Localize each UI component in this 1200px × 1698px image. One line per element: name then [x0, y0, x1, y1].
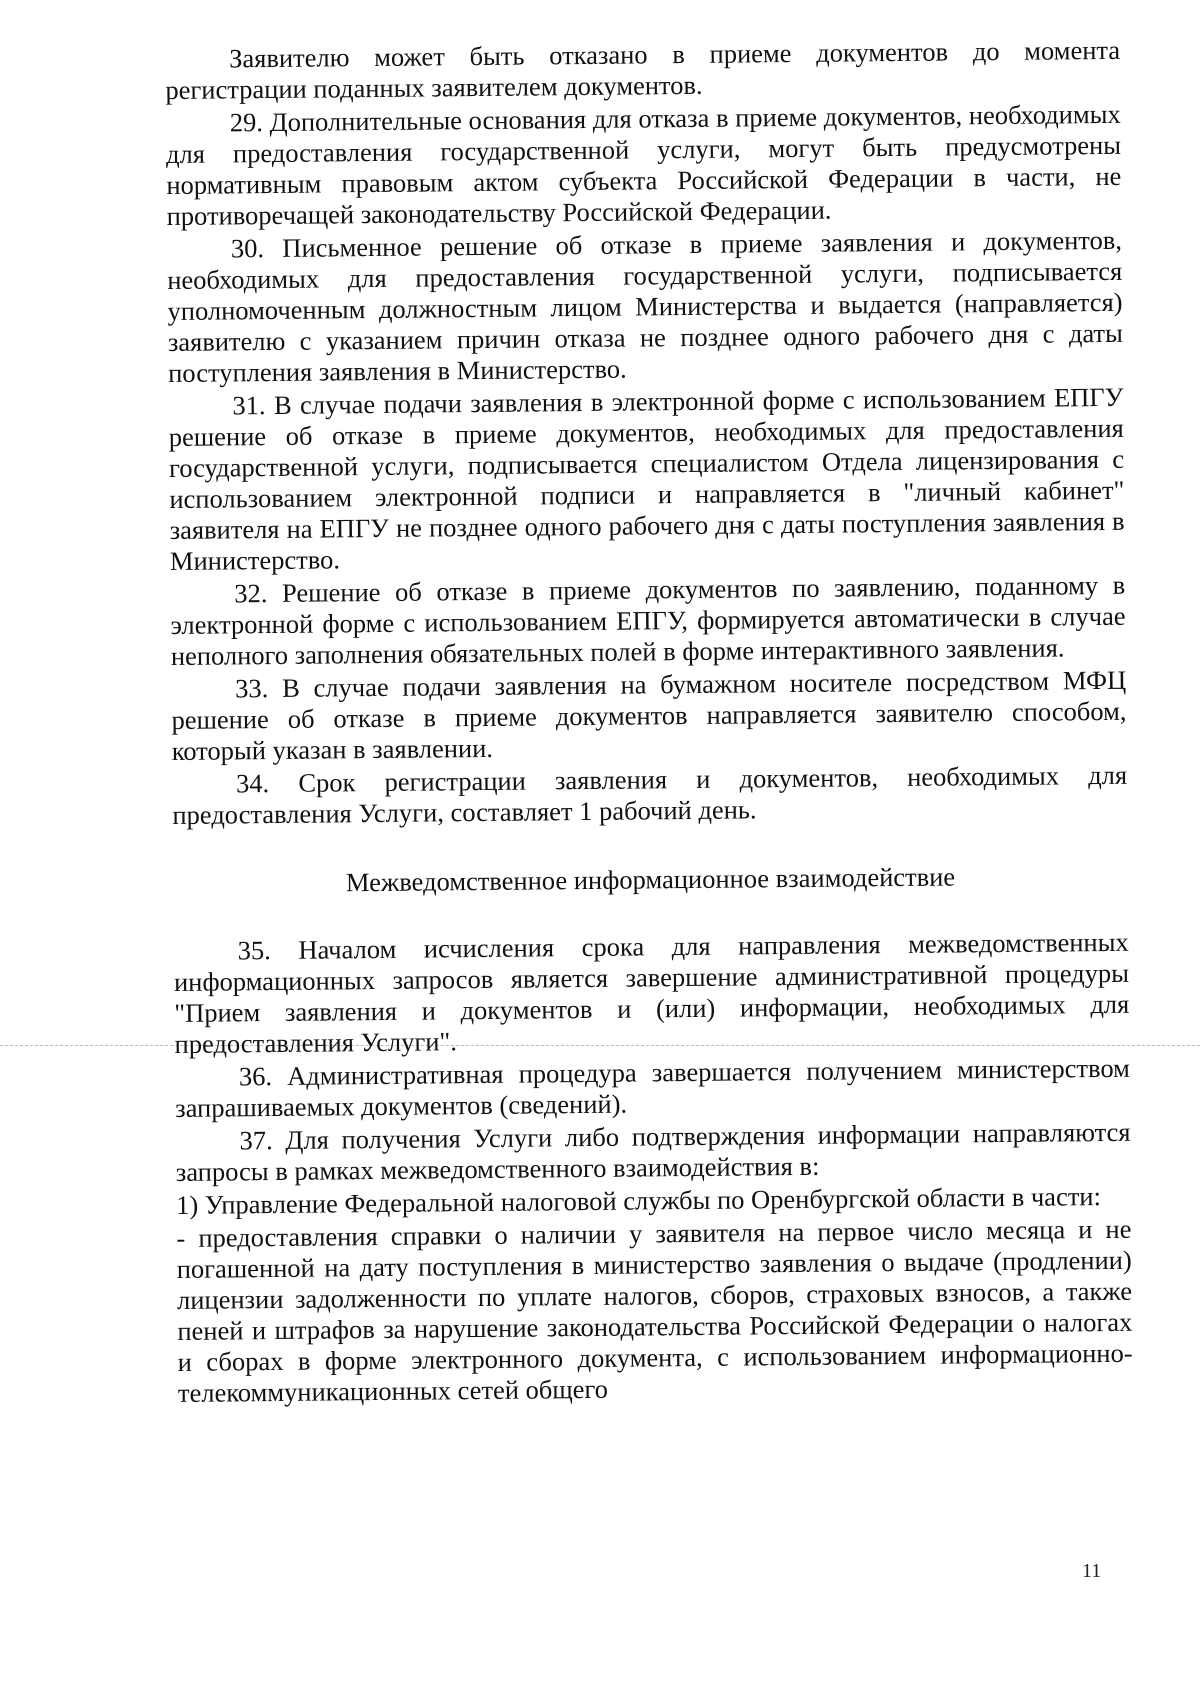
list-item-dash: - предоставления справки о наличии у заявителя на первое число месяца и не погашенной на дату поступления в министерство заявления о выдаче (продлении) лицензии задолженности по уплате налогов, сборов, страховых взносов, а также пеней и штрафов за нарушение законодательства Российской Федерации о налогах и сборах в форме электронного документа, с использованием информационно-телекоммуникационных сетей общего [176, 1213, 1133, 1408]
paragraph-30: 30. Письменное решение об отказе в приеме заявления и документов, необходимых для предоставления государственной услуги, подписывается уполномоченным должностным лицом Министерства и выдается (направляется) заявителю с указанием причин отказа не позднее одного рабочего дня с даты поступления заявления в Министерство. [167, 224, 1123, 388]
paragraph-29: 29. Дополнительные основания для отказа в приеме документов, необходимых для предоставления государственной услуги, могут быть предусмотрены нормативным правовым актом субъекта Российской Федерации в части, не противоречащей законодательству Российской Федерации. [165, 98, 1122, 231]
paragraph-35: 35. Началом исчисления срока для направления межведомственных информационных запросов является завершение административной процедуры "Прием заявления и документов и (или) информации, необходимых для предоставления Услуги". [173, 926, 1130, 1059]
list-item-1: 1) Управление Федеральной налоговой службы по Оренбургской области в части: [176, 1181, 1102, 1220]
paragraph-31: 31. В случае подачи заявления в электронной форме с использованием ЕПГУ решение об отказе в приеме документов, необходимых для предоставления государственной услуги, подписывается специалистом Отдела лицензирования с использованием электронной подписи и направляется в "личный кабинет" заявителя на ЕПГУ не позднее одного рабочего дня с даты поступления заявления в Министерство. [168, 381, 1125, 576]
paragraph-33: 33. В случае подачи заявления на бумажном носителе посредством МФЦ решение об отказе в приеме документов направляется заявителю способом, который указан в заявлении. [171, 664, 1127, 766]
paragraph-intro: Заявителю может быть отказано в приеме документов до момента регистрации поданных заявителем документов. [165, 34, 1121, 105]
paragraph-37: 37. Для получения Услуги либо подтверждения информации направляются запросы в рамках межведомственного взаимодействия в: [175, 1116, 1131, 1187]
page-number: 11 [1082, 1560, 1102, 1582]
paragraph-32: 32. Решение об отказе в приеме документов по заявлению, поданному в электронной форме с использованием ЕПГУ, формируется автоматически в случае неполного заполнения обязательных полей в форме интерактивного заявления. [170, 569, 1126, 671]
document-body [165, 35, 1133, 1411]
paragraph-36: 36. Административная процедура завершается получением министерством запрашиваемых документов (сведений). [175, 1052, 1131, 1123]
paragraph-34: 34. Срок регистрации заявления и документов, необходимых для предоставления Услуги, составляет 1 рабочий день. [172, 759, 1128, 830]
section-heading: Межведомственное информационное взаимодействие [345, 861, 956, 898]
